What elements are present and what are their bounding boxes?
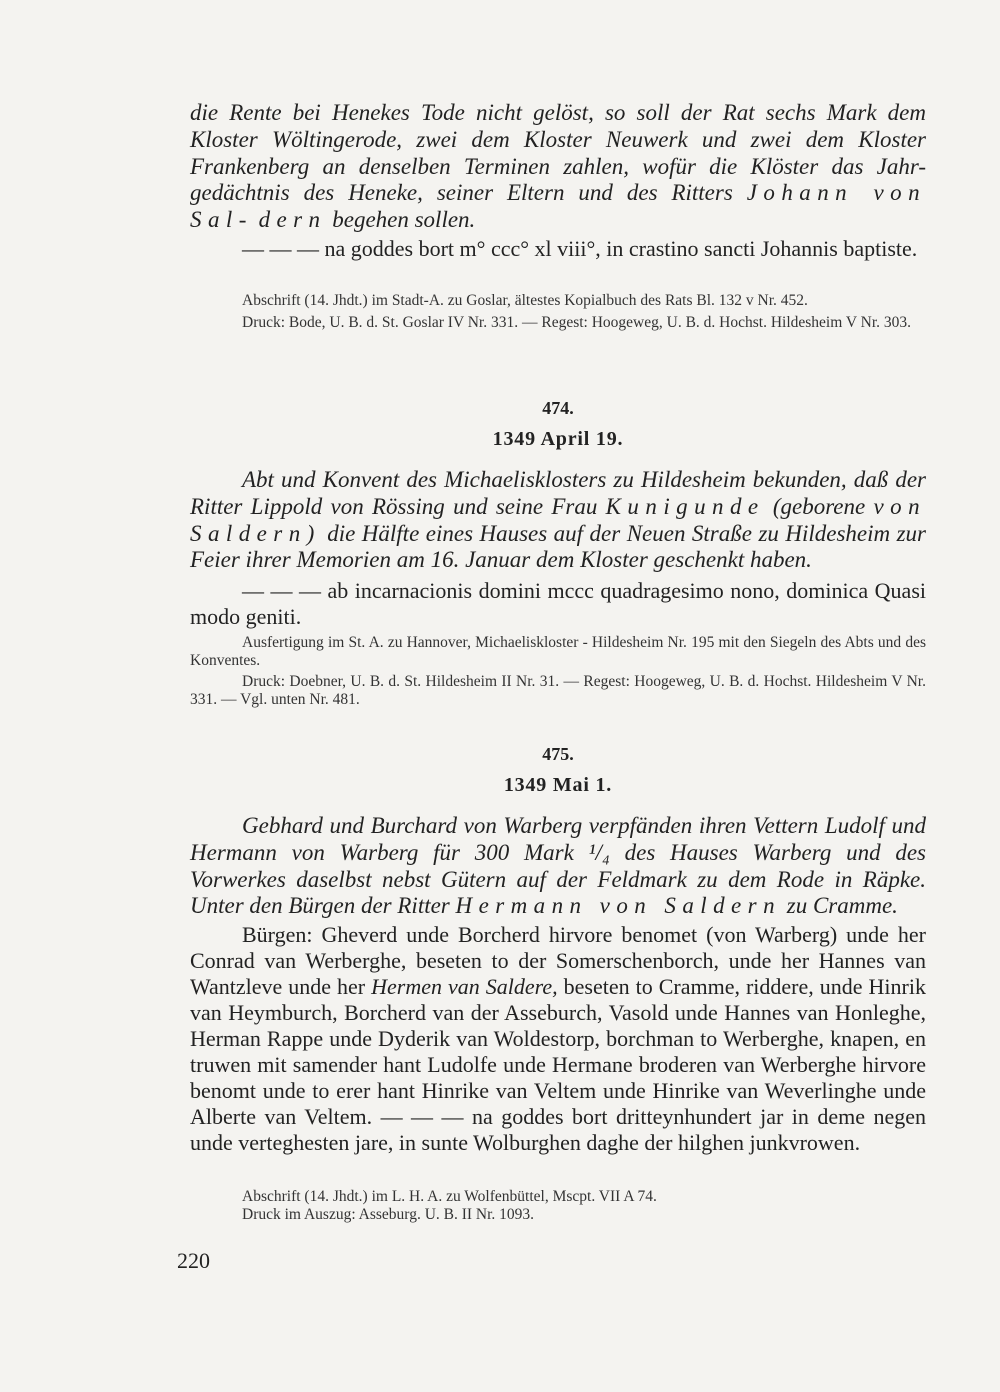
summary-text: zu Cramme. [786, 893, 898, 919]
spaced-name: von Saldern) [190, 493, 927, 546]
print-text: Druck: Doebner, U. B. d. St. Hildesheim II Nr. 31. — Regest: Hoogeweg, U. B. d. Hochst. Hildesheim V Nr. 331. — Vgl. unten Nr. 481. [190, 673, 926, 708]
summary-475 [190, 813, 926, 920]
spaced-name: dern [258, 207, 327, 233]
source-note-475 [190, 1188, 926, 1223]
spaced-name: Johann von Sal- [190, 180, 927, 233]
body-text-475 [190, 922, 926, 1156]
doc-date-474: 1349 April 19. [492, 428, 624, 450]
summary-line: Kloster Wöltingerode, zwei dem Kloster Neuwerk und zwei dem Kloster [190, 126, 926, 152]
spaced-name: Kunigunde [605, 493, 765, 519]
body-text: beseten to Cramme, riddere, unde Hinrik van Heymburch, Borcherd van der Asseburch, Vasold unde Hannes van Honleghe, Herman Rappe unde Dyderik van Woldestorp, borchman to Werberghe, knapen, en truwen mit samender hant Ludolfe unde Hermane broderen van Werberghe hirvore benomt unde to erer hant Hinrike van Veltem unde Hinrike van Weverlinghe unde Alberte van Veltem. — — — na goddes bort dritteynhundert jar in deme negen unde verteghesten jare, in sunte Wolburghen daghe der hilghen junkvrowen. [190, 974, 926, 1155]
source-note-474 [190, 634, 926, 708]
summary-line: begehen sollen. [332, 207, 476, 233]
summary-474 [190, 467, 926, 574]
source-text: Abschrift (14. Jhdt.) im L. H. A. zu Wolfenbüttel, Mscpt. VII A 74. [242, 1188, 657, 1205]
latin-text: — — — na goddes bort m° ccc° xl viii°, in crastino sancti Johannis baptiste. [242, 236, 918, 261]
continuation-summary [190, 100, 926, 234]
italic-name: Hermen van Saldere, [371, 974, 558, 999]
summary-text: Abt und Konvent des Michaelisklosters zu Hildesheim bekunden, daß der Ritter Lippold von Rössing und seine Frau [190, 467, 926, 519]
body-text: Gheverd unde Borcherd hirvore benomet (von Warberg) unde her Conrad van Werberghe, beseten to der Somerschenborch, unde her Hannes van Wantzleve unde her [190, 922, 927, 999]
summary-text: (geborene [772, 493, 866, 519]
summary-line: die Rente bei Henekes Tode nicht gelöst, so soll der Rat sechs Mark dem [190, 100, 926, 125]
page-number: 220 [177, 1248, 210, 1273]
summary-text: die Hälfte eines Hauses auf der Neuen Straße zu Hildesheim zur Feier ihrer Memorien am 16. Januar dem Kloster geschenkt haben. [190, 520, 927, 573]
source-note [190, 292, 926, 331]
spaced-name: Hermann von Saldern [455, 893, 782, 919]
summary-line: Frankenberg an denselben Terminen zahlen, wofür die Klöster das Jahr- [190, 153, 926, 179]
doc-number-475: 475. [542, 744, 574, 764]
source-text: Abschrift (14. Jhdt.) im Stadt-A. zu Goslar, ältestes Kopialbuch des Rats Bl. 132 v Nr. 452. [242, 292, 808, 309]
text-label: Bürgen: [242, 922, 313, 947]
doc-date-475: 1349 Mai 1. [503, 774, 613, 796]
summary-text: Gebhard und Burchard von Warberg verpfänden ihren Vettern Ludolf und Hermann von Warberg für 300 Mark ¹/₄ des Hauses Warberg und des Vorwerkes daselbst nebst Gütern auf der Feldmark zu dem Rode in Räpke. Unter den Bürgen der Ritter [190, 813, 926, 919]
print-text: Druck im Auszug: Asseburg. U. B. II Nr. 1093. [242, 1205, 535, 1223]
summary-line: gedächtnis des Heneke, seiner Eltern und des Ritters [190, 180, 733, 206]
source-text: Ausfertigung im St. A. zu Hannover, Michaeliskloster - Hildesheim Nr. 195 mit den Siegeln des Abts und des Konventes. [190, 634, 926, 669]
doc-number-474: 474. [542, 398, 574, 418]
print-text: Druck: Bode, U. B. d. St. Goslar IV Nr. 331. — Regest: Hoogeweg, U. B. d. Hochst. Hildesheim V Nr. 303. [242, 313, 912, 331]
latin-text: — — — ab incarnacionis domini mccc quadragesimo nono, dominica Quasi modo geniti. [190, 578, 926, 629]
latin-dating [190, 236, 926, 262]
latin-dating-474 [190, 578, 926, 630]
